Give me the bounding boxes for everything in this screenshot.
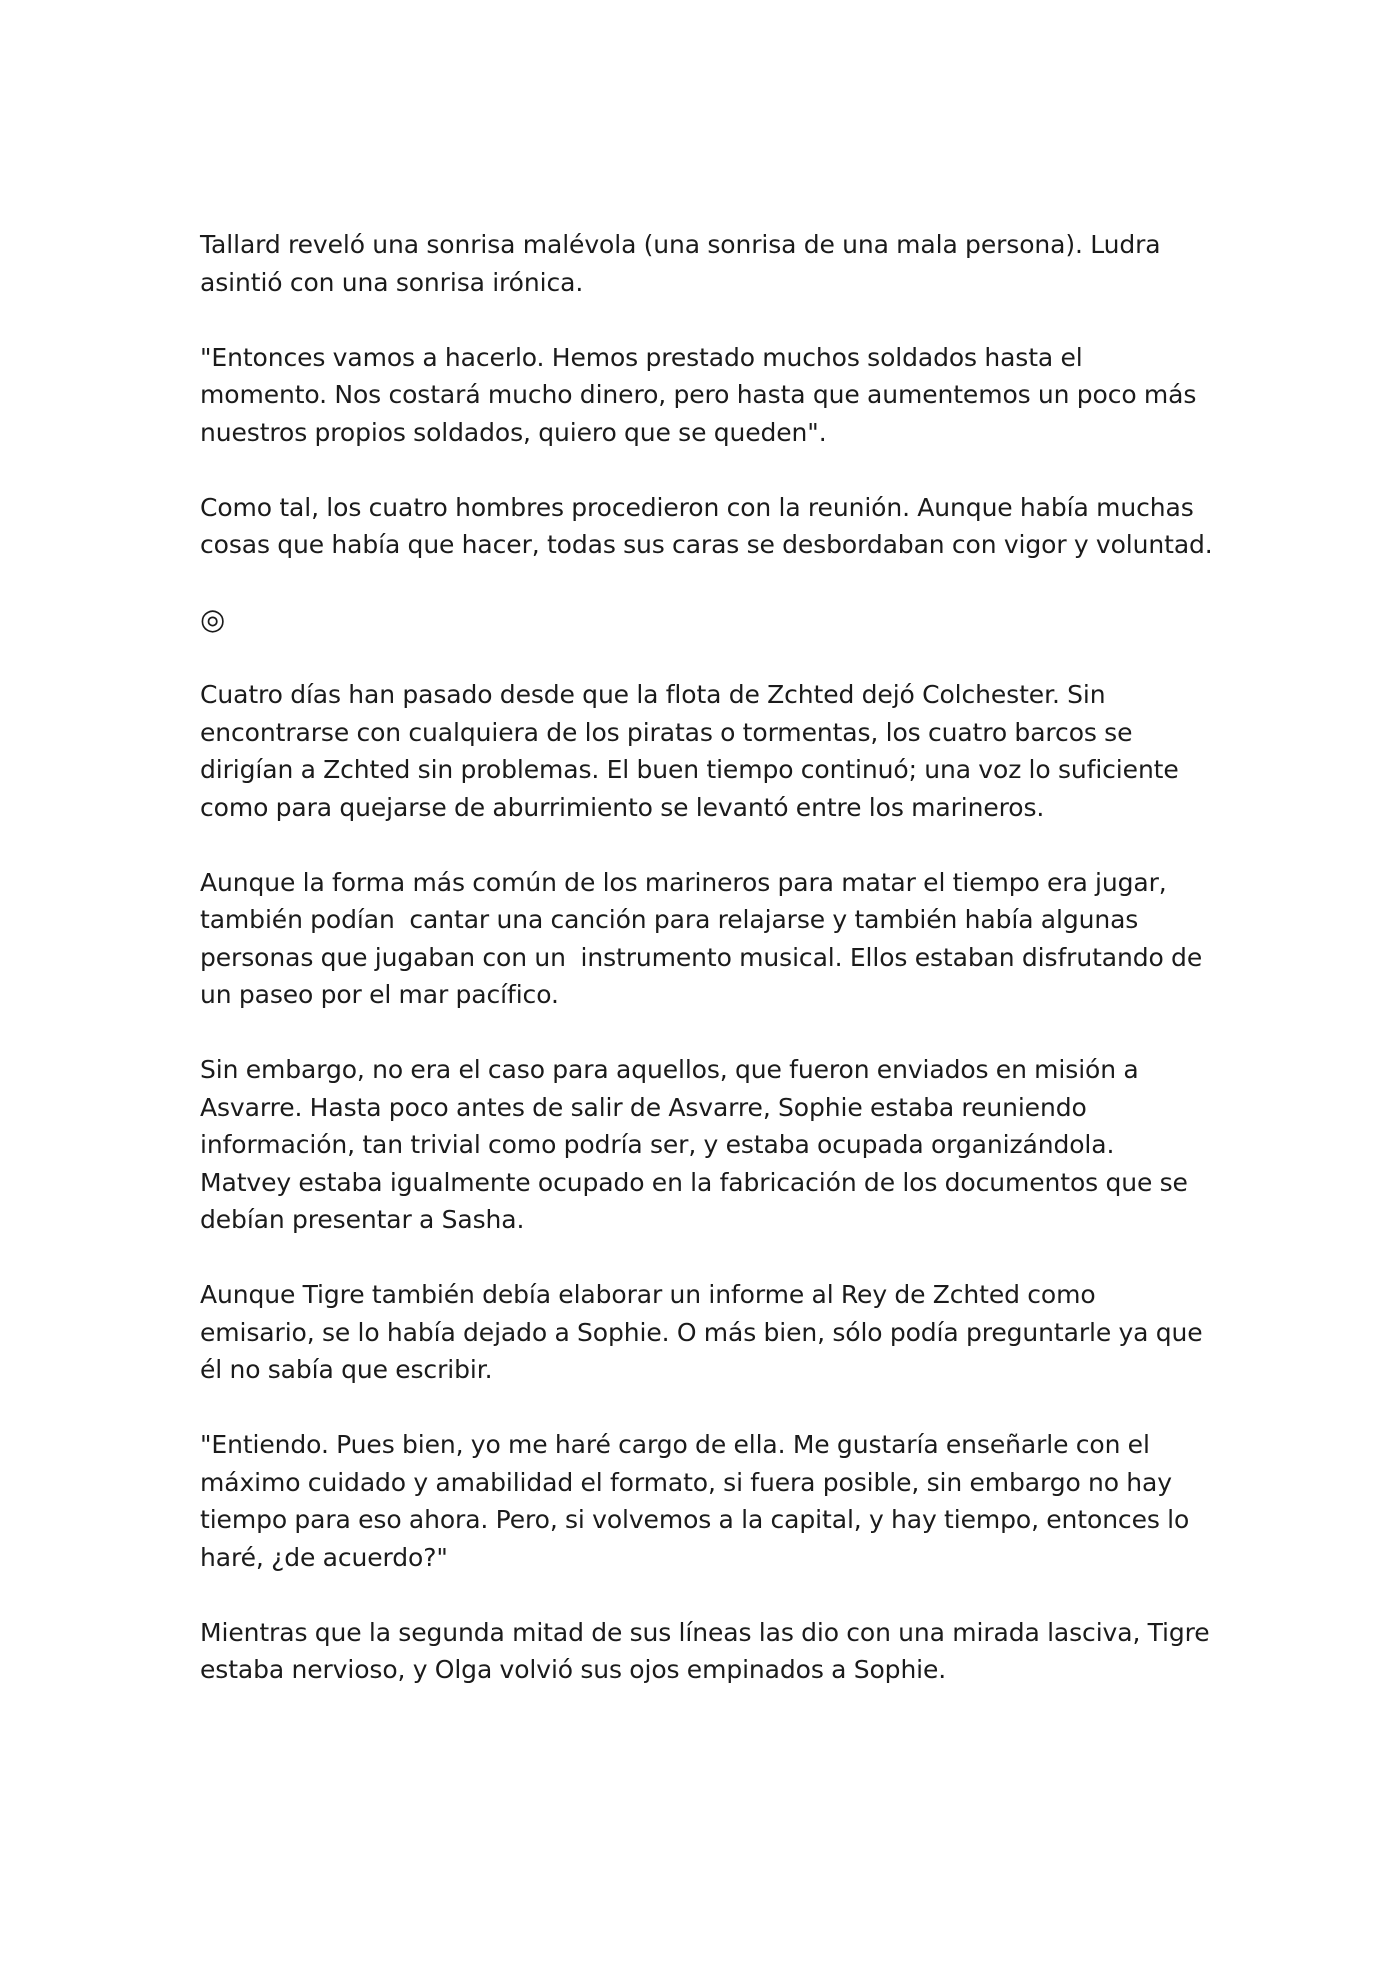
text-line: Mientras que la segunda mitad de sus líneas las dio con una mirada lasciva, Tigre bbox=[200, 1617, 1210, 1647]
text-line: él no sabía que escribir. bbox=[200, 1355, 493, 1384]
text-line: Tallard reveló una sonrisa malévola (una sonrisa de una mala persona). Ludra bbox=[200, 230, 1161, 259]
text-line: cosas que había que hacer, todas sus caras se desbordaban con vigor y voluntad. bbox=[200, 530, 1213, 559]
text-line: momento. Nos costará mucho dinero, pero hasta que aumentemos un poco más bbox=[200, 380, 1197, 409]
document-page bbox=[200, 226, 1220, 1726]
text-line: tiempo para eso ahora. Pero, si volvemos a la capital, y hay tiempo, entonces lo bbox=[200, 1505, 1190, 1534]
paragraph bbox=[200, 864, 1220, 1014]
text-line: emisario, se lo había dejado a Sophie. O más bien, sólo podía preguntarle ya que bbox=[200, 1317, 1203, 1347]
text-line: "Entonces vamos a hacerlo. Hemos prestado muchos soldados hasta el bbox=[200, 342, 1083, 372]
text-line: encontrarse con cualquiera de los piratas o tormentas, los cuatro barcos se bbox=[200, 717, 1133, 747]
paragraph bbox=[200, 1051, 1220, 1239]
text-line: debían presentar a Sasha. bbox=[200, 1205, 525, 1234]
paragraph bbox=[200, 1614, 1220, 1689]
text-line: Cuatro días han pasado desde que la flota de Zchted dejó Colchester. Sin bbox=[200, 680, 1106, 709]
text-line: Aunque la forma más común de los marineros para matar el tiempo era jugar, bbox=[200, 867, 1167, 897]
text-line: un paseo por el mar pacífico. bbox=[200, 980, 559, 1009]
section-separator: ◎ bbox=[200, 602, 226, 636]
text-line: estaba nervioso, y Olga volvió sus ojos empinados a Sophie. bbox=[200, 1655, 947, 1684]
text-line: máximo cuidado y amabilidad el formato, si fuera posible, sin embargo no hay bbox=[200, 1467, 1172, 1497]
paragraph bbox=[200, 226, 1220, 301]
text-line: también podían cantar una canción para relajarse y también había algunas bbox=[200, 905, 1139, 934]
text-line: personas que jugaban con un instrumento musical. Ellos estaban disfrutando de bbox=[200, 942, 1203, 972]
text-line: "Entiendo. Pues bien, yo me haré cargo de ella. Me gustaría enseñarle con el bbox=[200, 1430, 1150, 1459]
paragraph bbox=[200, 1276, 1220, 1389]
text-line: asintió con una sonrisa irónica. bbox=[200, 267, 584, 297]
paragraph bbox=[200, 339, 1220, 452]
text-line: haré, ¿de acuerdo?" bbox=[200, 1542, 448, 1572]
text-line: Asvarre. Hasta poco antes de salir de Asvarre, Sophie estaba reuniendo bbox=[200, 1092, 1087, 1122]
text-line: nuestros propios soldados, quiero que se queden". bbox=[200, 417, 827, 447]
text-line: dirigían a Zchted sin problemas. El buen tiempo continuó; una voz lo suficiente bbox=[200, 755, 1179, 784]
text-line: Matvey estaba igualmente ocupado en la fabricación de los documentos que se bbox=[200, 1167, 1188, 1197]
paragraph bbox=[200, 676, 1220, 826]
text-line: información, tan trivial como podría ser, y estaba ocupada organizándola. bbox=[200, 1130, 1115, 1159]
text-line: como para quejarse de aburrimiento se levantó entre los marineros. bbox=[200, 792, 1045, 822]
paragraph bbox=[200, 1426, 1220, 1576]
paragraph bbox=[200, 489, 1220, 564]
text-line: Sin embargo, no era el caso para aquellos, que fueron enviados en misión a bbox=[200, 1055, 1139, 1084]
text-line: Aunque Tigre también debía elaborar un informe al Rey de Zchted como bbox=[200, 1280, 1096, 1309]
text-line: Como tal, los cuatro hombres procedieron con la reunión. Aunque había muchas bbox=[200, 492, 1194, 522]
